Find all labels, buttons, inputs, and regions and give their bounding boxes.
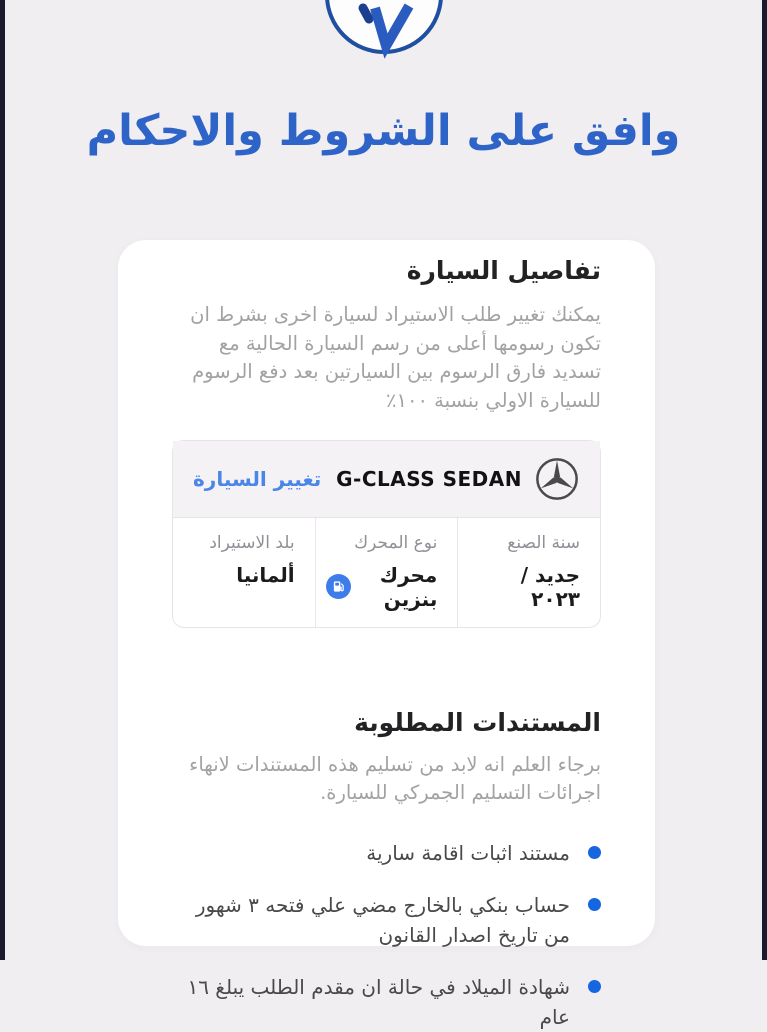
right-edge-border: [762, 0, 767, 960]
spec-value-year: جديد / ٢٠٢٣: [520, 562, 580, 611]
spec-cell-year: [457, 518, 600, 627]
document-item-text: مستند اثبات اقامة سارية: [366, 840, 570, 865]
spec-cell-engine: [315, 518, 458, 627]
documents-heading: المستندات المطلوبة: [354, 707, 601, 737]
car-name: G-CLASS SEDAN: [336, 466, 522, 491]
app-logo-icon: [325, 0, 443, 54]
details-card: [118, 240, 655, 1029]
page-title: وافق على الشروط والاحكام: [86, 106, 681, 156]
spec-label-year: سنة الصنع: [507, 532, 580, 553]
documents-description: برجاء العلم انه لابد من تسليم هذه المستندات لانهاء اجرائات التسليم الجمركي للسيارة.: [189, 752, 601, 805]
spec-value-engine: [326, 563, 438, 611]
car-info-header: [173, 441, 600, 518]
engine-type-text: محرك بنزين: [379, 562, 438, 611]
car-details-heading: تفاصيل السيارة: [406, 256, 601, 285]
documents-list: [172, 838, 601, 1032]
fuel-pump-icon: [326, 574, 351, 599]
car-details-description: يمكنك تغيير طلب الاستيراد لسيارة اخرى بشرط ان تكون رسومها أعلى من رسم السيارة الحالية مع تسديد فارق الرسوم بين السيارتين بعد دفع الرسوم للسيارة الاولي بنسبة ١٠٠٪: [190, 303, 601, 412]
car-specs-row: [173, 518, 600, 627]
spec-label-engine: نوع المحرك: [354, 532, 438, 553]
car-identity: [336, 456, 580, 502]
document-item-text: شهادة الميلاد في حالة ان مقدم الطلب يبلغ ١٦ عام: [187, 974, 570, 1029]
spec-cell-country: [173, 518, 315, 627]
spec-value-country: ألمانيا: [236, 562, 295, 587]
document-item: [172, 890, 601, 950]
spec-label-country: بلد الاستيراد: [209, 532, 295, 553]
left-edge-border: [0, 0, 5, 960]
document-item: [172, 972, 601, 1032]
bullet-dot-icon: [588, 898, 601, 911]
car-info-box: [172, 440, 601, 628]
document-item: [172, 838, 601, 868]
mercedes-logo-icon: [534, 456, 580, 502]
chevron-logo-icon: [355, 6, 419, 54]
bullet-dot-icon: [588, 980, 601, 993]
change-car-link[interactable]: تغيير السيارة: [193, 466, 322, 491]
bullet-dot-icon: [588, 846, 601, 859]
document-item-text: حساب بنكي بالخارج مضي علي فتحه ٣ شهور من تاريخ اصدار القانون: [195, 892, 570, 947]
